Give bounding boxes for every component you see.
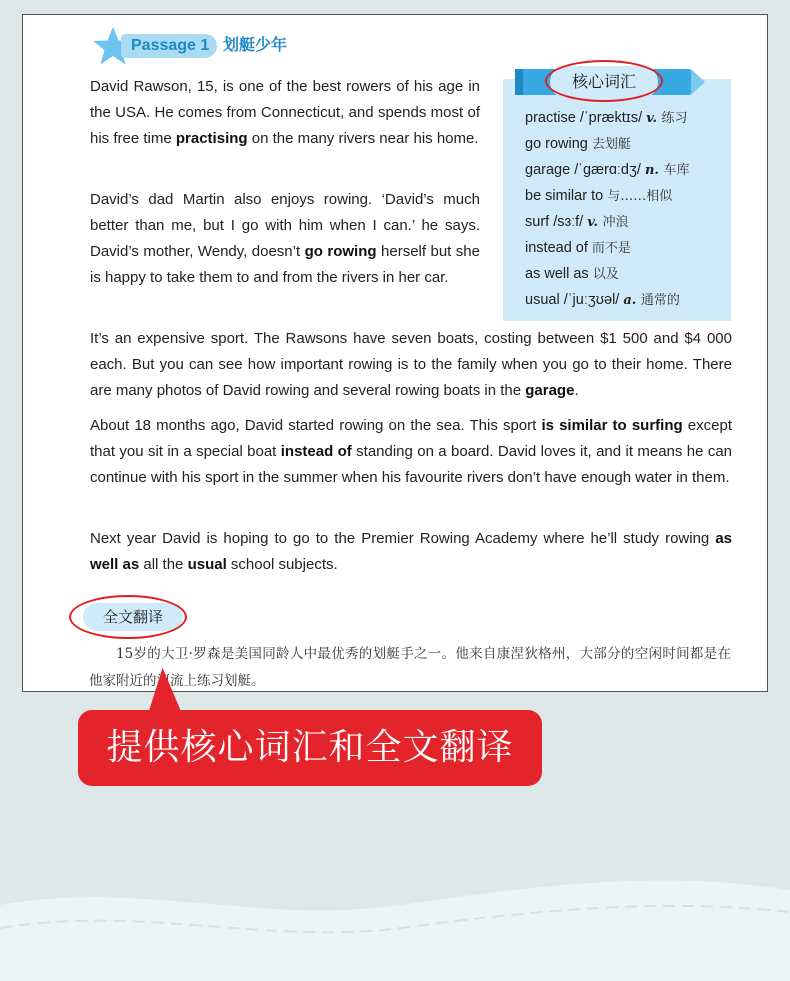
top-strip — [0, 0, 790, 14]
paragraph-text: About 18 months ago, David started rowing on the sea. This sport — [90, 417, 542, 434]
vocab-word: be similar to — [525, 188, 608, 204]
vocab-item — [503, 261, 727, 287]
callout-pointer — [143, 666, 182, 715]
vocab-item — [503, 183, 727, 209]
paragraph-2 — [90, 187, 480, 291]
key-phrase: go rowing — [304, 243, 377, 260]
translation-header: 全文翻译 — [83, 603, 183, 631]
vocab-list — [503, 105, 727, 313]
vocab-cn: 冲浪 — [602, 215, 629, 230]
paragraph-text: on the many rivers near his home. — [247, 130, 479, 147]
passage-header — [91, 25, 351, 69]
vocab-banner-cap — [515, 69, 523, 95]
paragraph-text: Next year David is hoping to go to the Premier Rowing Academy where he’ll study rowing — [90, 530, 716, 547]
key-phrase: usual — [187, 556, 227, 573]
key-phrase: garage — [525, 382, 575, 399]
vocab-highlight-ellipse — [545, 60, 663, 102]
vocab-word: usual — [525, 292, 564, 308]
vocab-item — [503, 105, 727, 131]
vocab-pos: n. — [644, 163, 664, 178]
vocab-cn: 车库 — [663, 163, 690, 178]
key-phrase: as well as — [90, 530, 732, 573]
paragraph-1 — [90, 74, 480, 152]
vocab-word: instead of — [525, 240, 592, 256]
vocab-phon: /ˈgærɑːdʒ/ — [574, 162, 645, 178]
passage-title: 划艇少年 — [223, 37, 288, 54]
vocab-pos: v. — [646, 111, 662, 126]
vocab-item — [503, 209, 727, 235]
paragraph-text: standing on a board. David loves it, and it means he can continue with his sport in the summer when his favourite rivers don’t have enough water in them. — [90, 443, 732, 486]
paragraph-text: . — [574, 382, 579, 399]
vocab-title: 核心词汇 — [550, 66, 658, 98]
paragraph-text: David Rawson, 15, is one of the best rowers of his age in the USA. He comes from Connecticut, and spends most of his free time — [90, 78, 480, 147]
translation-text: 15岁的大卫·罗森是美国同龄人中最优秀的划艇手之一。他来自康涅狄格州，大部分的空闲时间都是在他家附近的河流上练习划艇。 — [89, 646, 731, 689]
passage-label: Passage 1 — [121, 34, 217, 58]
vocab-cn: 以及 — [592, 267, 619, 282]
book-page — [22, 14, 768, 692]
key-phrase: is similar to surfing — [541, 417, 683, 434]
vocab-cn: 去划艇 — [591, 137, 631, 152]
paragraph-3 — [90, 326, 732, 404]
vocab-item — [503, 157, 727, 183]
vocab-item — [503, 287, 727, 313]
vocab-cn: 与……相似 — [607, 189, 673, 204]
vocab-item — [503, 235, 727, 261]
vocab-word: practise — [525, 110, 580, 126]
paragraph-text: David’s dad Martin also enjoys rowing. ‘David’s much better than me, but I go with him when I can.’ he says. David’s mother, Wendy, doesn’t — [90, 191, 480, 260]
vocab-word: as well as — [525, 266, 593, 282]
vocab-word: garage — [525, 162, 575, 178]
vocab-banner-tip — [691, 69, 705, 95]
key-phrase: practising — [175, 130, 248, 147]
vocab-word: go rowing — [525, 136, 592, 152]
vocab-phon: /sɜːf/ — [553, 214, 588, 230]
vocab-item — [503, 131, 727, 157]
vocab-word: surf — [525, 214, 554, 230]
paragraph-text: It’s an expensive sport. The Rawsons have seven boats, costing between $1 500 and $4 000 each. But you can see how important rowing is to the family when you go to their home. There are many photos of David rowing and several rowing boats in the — [90, 330, 732, 399]
vocab-phon: /ˈpræktɪs/ — [579, 110, 647, 126]
vocab-cn: 而不是 — [591, 241, 631, 256]
vocab-phon: /ˈjuːʒʊəl/ — [563, 292, 624, 308]
translation-highlight-ellipse — [69, 595, 187, 639]
feature-callout: 提供核心词汇和全文翻译 — [78, 710, 542, 786]
paragraph-4 — [90, 413, 732, 491]
key-phrase: instead of — [280, 443, 352, 460]
vocab-pos: v. — [587, 215, 603, 230]
paragraph-text: except that you sit in a special boat — [90, 417, 732, 460]
wave-decoration — [0, 850, 790, 981]
vocab-pos: a. — [623, 293, 641, 308]
paragraph-text: school subjects. — [226, 556, 338, 573]
paragraph-text: herself but she is happy to take them to and from the rivers in her car. — [90, 243, 480, 286]
vocab-cn: 通常的 — [640, 293, 680, 308]
paragraph-text: all the — [139, 556, 188, 573]
paragraph-5 — [90, 526, 732, 578]
vocab-cn: 练习 — [661, 111, 688, 126]
